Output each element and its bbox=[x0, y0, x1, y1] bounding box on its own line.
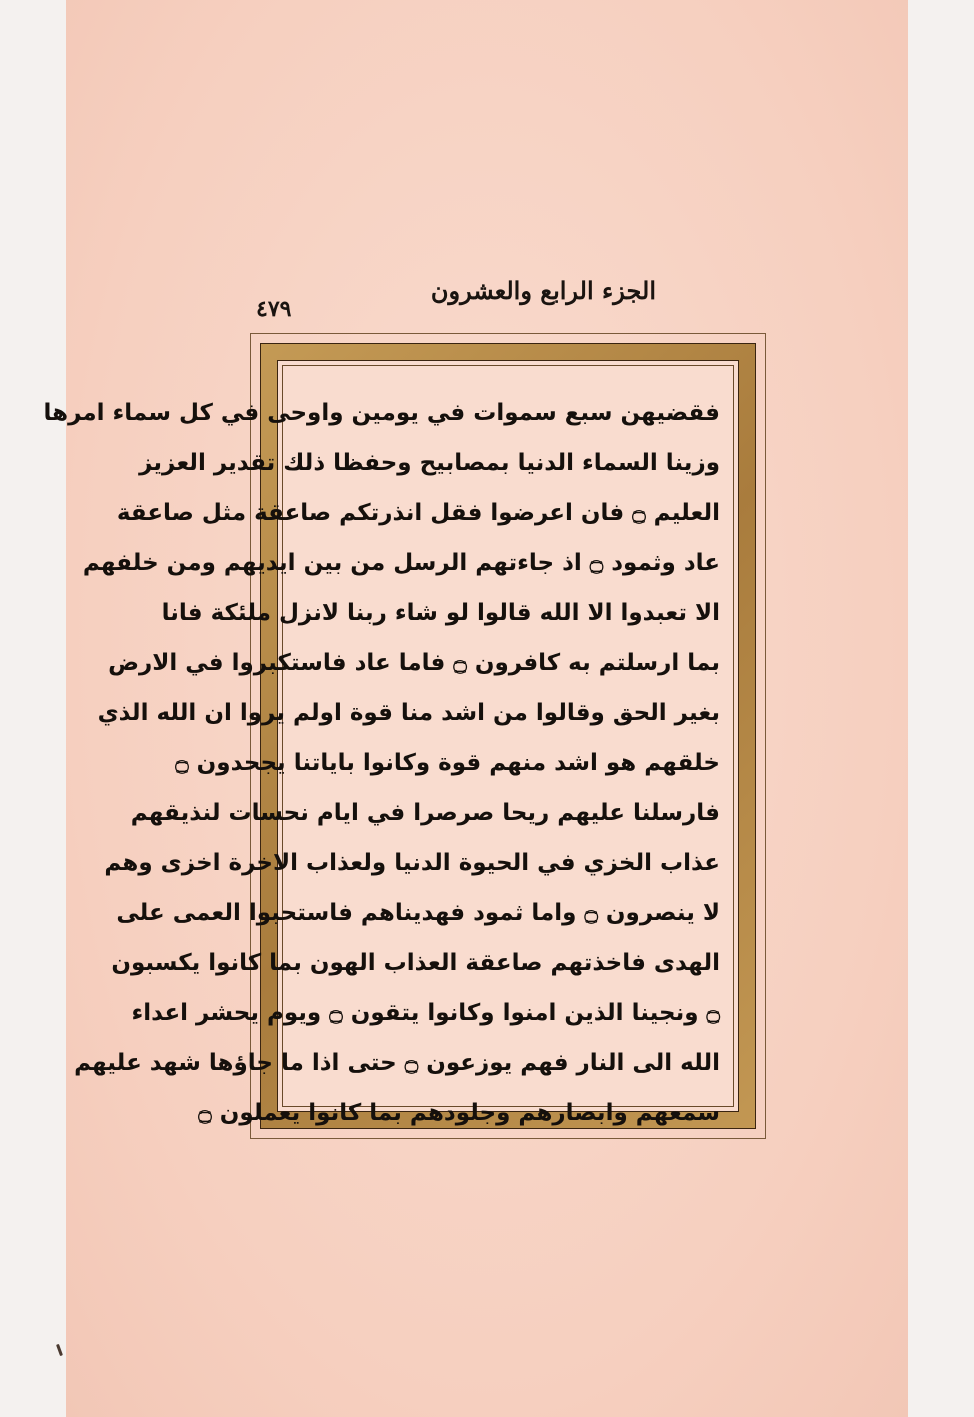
text-panel bbox=[43, 360, 739, 1126]
text-line: بغير الحق وقالوا من اشد منا قوة اولم يروا ان الله الذي bbox=[97, 700, 720, 726]
gold-frame bbox=[43, 343, 756, 1129]
juz-title: الجزء الرابع والعشرون bbox=[430, 276, 656, 305]
text-line: العليم ۝ فان اعرضوا فقل انذرتكم صاعقة مثل صاعقة bbox=[116, 500, 720, 526]
text-line: لا ينصرون ۝ واما ثمود فهديناهم فاستحبوا العمى على bbox=[116, 900, 720, 926]
text-line: الا تعبدوا الا الله قالوا لو شاء ربنا لانزل ملئكة فانا bbox=[161, 600, 720, 626]
text-line: خلقهم هو اشد منهم قوة وكانوا باياتنا يجحدون ۝ bbox=[175, 750, 720, 776]
text-line: سمعهم وابصارهم وجلودهم بما كانوا يعملون ۝ bbox=[198, 1100, 720, 1126]
text-line: ۝ ونجينا الذين امنوا وكانوا يتقون ۝ ويوم يحشر اعداء bbox=[131, 1000, 720, 1026]
text-line: فقضيهن سبع سموات في يومين واوحى في كل سماء امرها bbox=[43, 400, 720, 426]
page-header bbox=[256, 276, 746, 322]
text-line: عذاب الخزي في الحيوة الدنيا ولعذاب الاخرة اخزى وهم bbox=[104, 850, 720, 876]
text-line: الهدى فاخذتهم صاعقة العذاب الهون بما كانوا يكسبون bbox=[111, 950, 720, 976]
manuscript-page bbox=[43, 0, 908, 1417]
ink-mark bbox=[56, 1344, 63, 1356]
text-line: عاد وثمود ۝ اذ جاءتهم الرسل من بين ايديهم ومن خلفهم bbox=[82, 550, 720, 576]
text-line: بما ارسلتم به كافرون ۝ فاما عاد فاستكبروا في الارض bbox=[108, 650, 720, 676]
text-line: الله الى النار فهم يوزعون ۝ حتى اذا ما جاؤها شهد عليهم bbox=[74, 1050, 720, 1076]
page-number: ٤٧٩ bbox=[256, 296, 292, 322]
text-line: وزينا السماء الدنيا بمصابيح وحفظا ذلك تقدير العزيز bbox=[139, 450, 720, 476]
text-line: فارسلنا عليهم ريحا صرصرا في ايام نحسات لنذيقهم bbox=[130, 800, 720, 826]
